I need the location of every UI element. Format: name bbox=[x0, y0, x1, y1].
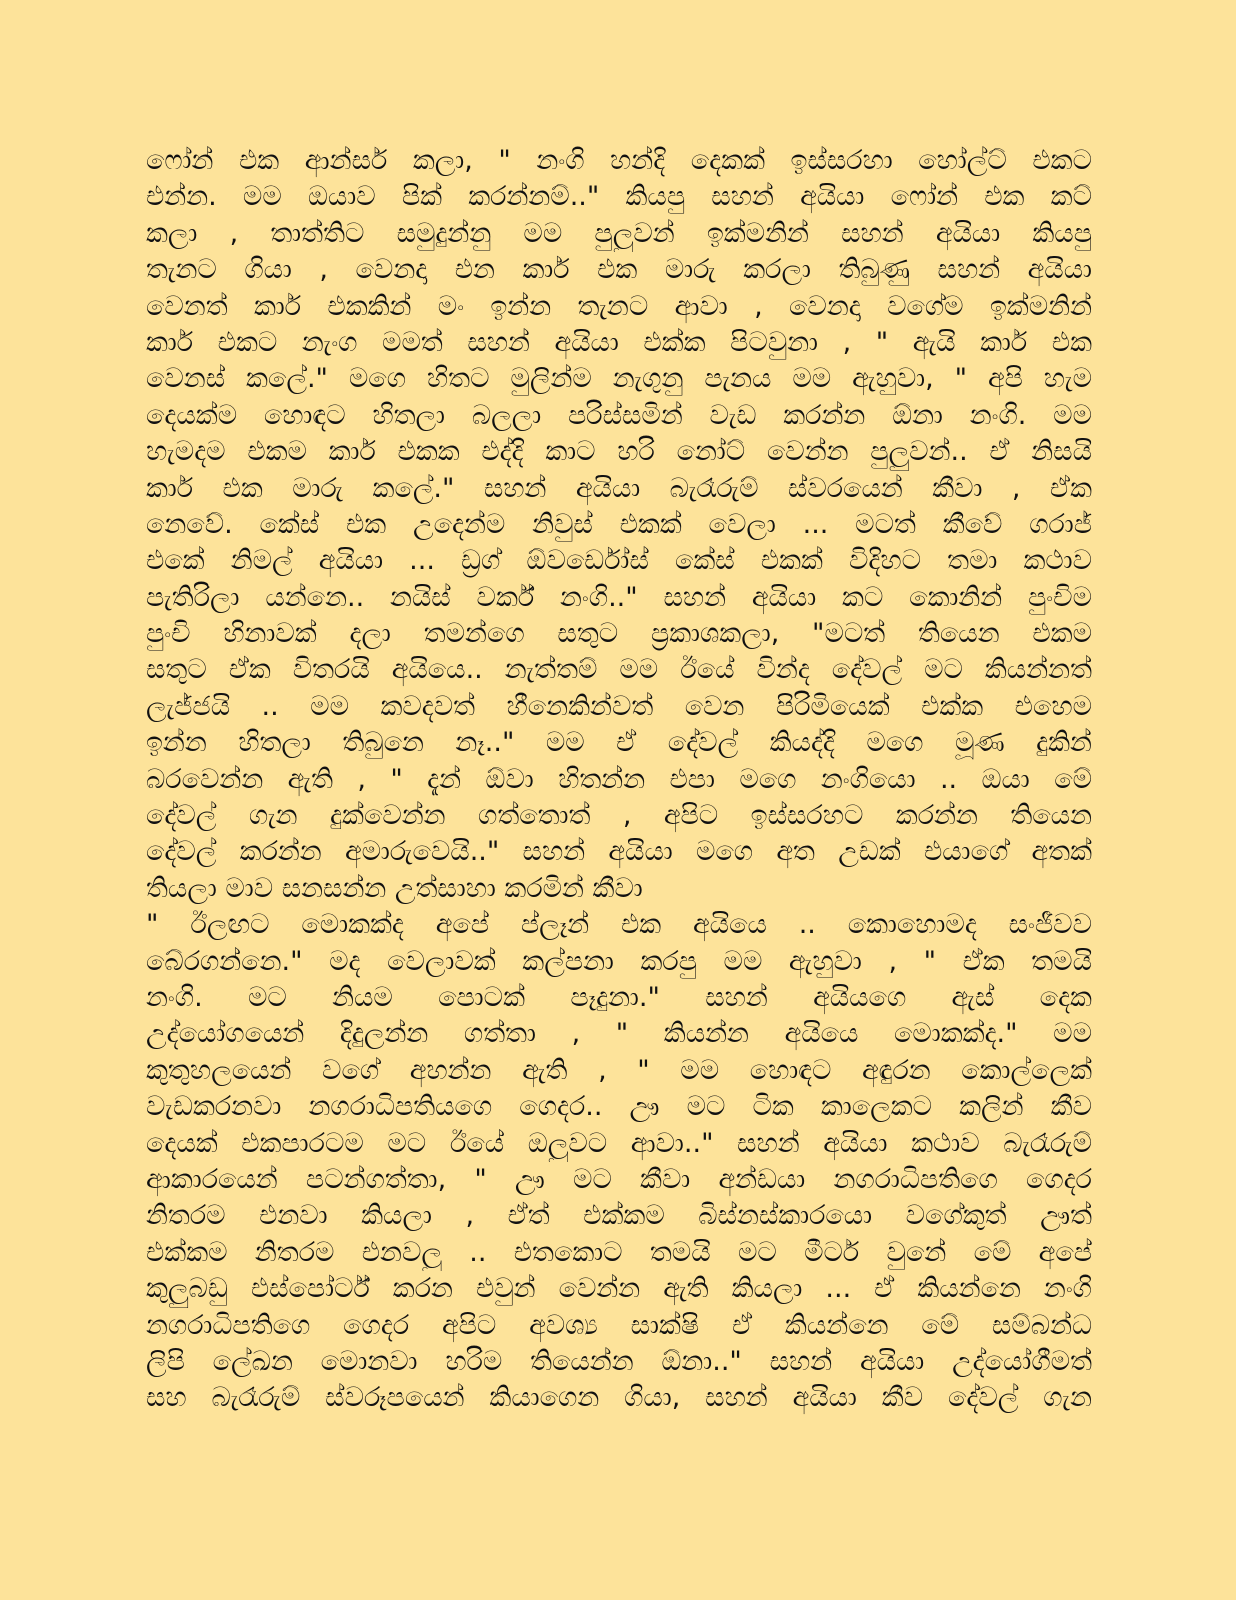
text-line: සතුට ඒක විතරයි අයියෙ.. නැත්තම් මම ඊයේ වින්ද දේවල් මට කියන්නත් bbox=[146, 654, 1092, 686]
text-line: දේවල් කරන්න අමාරුවෙයි.." සහන් අයියා මගෙ අත උඩක් එයාගේ අතක් bbox=[146, 836, 1092, 868]
text-line: බරවෙන්න ඇති , " දැන් ඕවා හිතන්න එපා මගෙ නංගියො .. ඔයා මේ bbox=[146, 763, 1092, 795]
text-line: එන්න. මම ඔයාව පික් කරන්නම්.." කියපු සහන් අයියා ෆෝන් එක කට් bbox=[146, 181, 1092, 213]
text-line: එකේ නිමල් අයියා ... ඩ්‍රග් ඕවර්ඩෝස් කේස් එකක් විදිහට තමා කථාව bbox=[146, 545, 1092, 577]
text-line: වෙනස් කලේ." මගෙ හිතට මුලින්ම නැගුනු පැනය මම ඇහුවා, " අපි හැම bbox=[146, 363, 1092, 395]
text-line: නංගි. මට නියම පොටක් පෑදුනා." සහන් අයියගෙ ඇස් දෙක bbox=[146, 981, 1092, 1013]
text-line: කුතුහලයෙන් වගේ අහන්න ඇති , " මම හොඳට අඳුරන කොල්ලෙක් bbox=[146, 1054, 1092, 1086]
text-line: හැමදම එකම කාර් එකක එද්දි කාට හරි නෝට් වෙන්න පුලුවන්.. ඒ නිසයි bbox=[146, 436, 1092, 468]
text-line: " ඊලඟට මොකක්ද අපේ ප්ලෑන් එක අයියෙ .. කොහොමද සංජීවව bbox=[146, 909, 1092, 941]
text-line: ඉන්න හිතලා තිබුනෙ නෑ.." මම ඒ දේවල් කියද්දි මගෙ මූණ දුකින් bbox=[146, 727, 1092, 759]
text-line: නෙවේ. කේස් එක උදෙන්ම නිවුස් එකක් වෙලා ... මටත් කීවේ ගරාජ් bbox=[146, 508, 1092, 540]
text-line: එක්කම නිතරම එනවලු .. එතකොට තමයි මට මීටර් වුනේ මේ අපේ bbox=[146, 1236, 1092, 1268]
document-page bbox=[146, 143, 1092, 1417]
text-line: ෆෝන් එක ආන්සර් කලා, " නංගි හන්දි දෙකක් ඉස්සරහා හෝල්ට් එකට bbox=[146, 145, 1092, 176]
text-line: ලැජ්ජයි .. මම කවදවත් හීනෙකින්වත් වෙන පිරිමියෙක් එක්ක එහෙම bbox=[146, 690, 1092, 722]
text-line: වෙනත් කාර් එකකින් මං ඉන්න තැනට ආවා , වෙනදා වගේම ඉක්මනින් bbox=[146, 290, 1092, 322]
text-line: බේරගන්නෙ." මද වෙලාවක් කල්පනා කරපු මම ඇහුවා , " ඒක තමයි bbox=[146, 945, 1092, 977]
text-line: සහ බැරෑරුම් ස්වරූපයෙන් කියාගෙන ගියා, සහන් අයියා කීව දේවල් ගැන bbox=[146, 1382, 1092, 1414]
text-line-paragraph-end: තියලා මාව සනසන්න උත්සාහා කරමින් කීවා bbox=[146, 872, 643, 904]
text-line: උද්යෝගයෙන් දිදුලන්න ගත්තා , " කියන්න අයියෙ මොකක්ද." මම bbox=[146, 1018, 1092, 1050]
text-line: කාර් එකට නැංග මමත් සහන් අයියා එක්ක පිටවුනා , " ඇයි කාර් එක bbox=[146, 326, 1092, 358]
text-line: තැනට ගියා , වෙනදා එන කාර් එක මාරු කරලා තිබුණු සහන් අයියා bbox=[146, 254, 1092, 286]
text-line: වැඩකරනවා නගරාධිපතියගෙ ගෙදර.. ඌ මට ටික කාලෙකට කලින් කීව bbox=[146, 1091, 1092, 1123]
text-line: කලා , තාත්තිට සමුදුන්නු මම පුලුවන් ඉක්මනින් සහන් අයියා කියපු bbox=[146, 217, 1092, 249]
text-line: නිතරම එනවා කියලා , ඒත් එක්කම බිස්නස්කාරයො වගේකුත් ඌත් bbox=[146, 1200, 1092, 1232]
text-line: ආකාරයෙන් පටන්ගත්තා, " ඌ මට කීවා අන්ඩයා නගරාධිපතිගෙ ගෙදර bbox=[146, 1163, 1092, 1195]
text-line: දේවල් ගැන දුක්වෙන්න ගත්තොත් , අපිට ඉස්සරහට කරන්න තියෙන bbox=[146, 800, 1092, 832]
text-line: කාර් එක මාරු කලේ." සහන් අයියා බැරෑරුම් ස්වරයෙන් කීවා , ඒක bbox=[146, 472, 1092, 504]
text-line: දෙයක් එකපාරටම මට ඊයේ ඔලුවට ආවා.." සහන් අයියා කථාව බැරෑරුම් bbox=[146, 1127, 1092, 1159]
text-line: දෙයක්ම හොඳට හිතලා බලලා පරිස්සමින් වැඩ කරන්න ඕනා නංගි. මම bbox=[146, 399, 1092, 431]
text-line: නගරාධිපතිගෙ ගෙදර අපිට අවශ්‍ය සාක්ෂි ඒ කියන්නෙ මේ සම්බන්ධ bbox=[146, 1309, 1092, 1341]
text-line: පුංචි හිනාවක් දලා තමන්ගෙ සතුට ප්‍රකාශකලා, "මටත් තියෙන එකම bbox=[146, 618, 1092, 650]
text-line: ලිපි ලේඛන මොනවා හරිම තියෙන්න ඕනා.." සහන් අයියා උද්යෝගීමත් bbox=[146, 1345, 1092, 1377]
text-line: කුලුබඩු එස්පෝර්ට් කරන එවුන් වෙන්න ඇති කියලා ... ඒ කියන්නෙ නංගි bbox=[146, 1273, 1092, 1305]
text-line: පැතිරිලා යන්නෙ.. නයිස් වර්ක් නංගි.." සහන් අයියා කට කොනින් පුංචිම bbox=[146, 581, 1092, 613]
